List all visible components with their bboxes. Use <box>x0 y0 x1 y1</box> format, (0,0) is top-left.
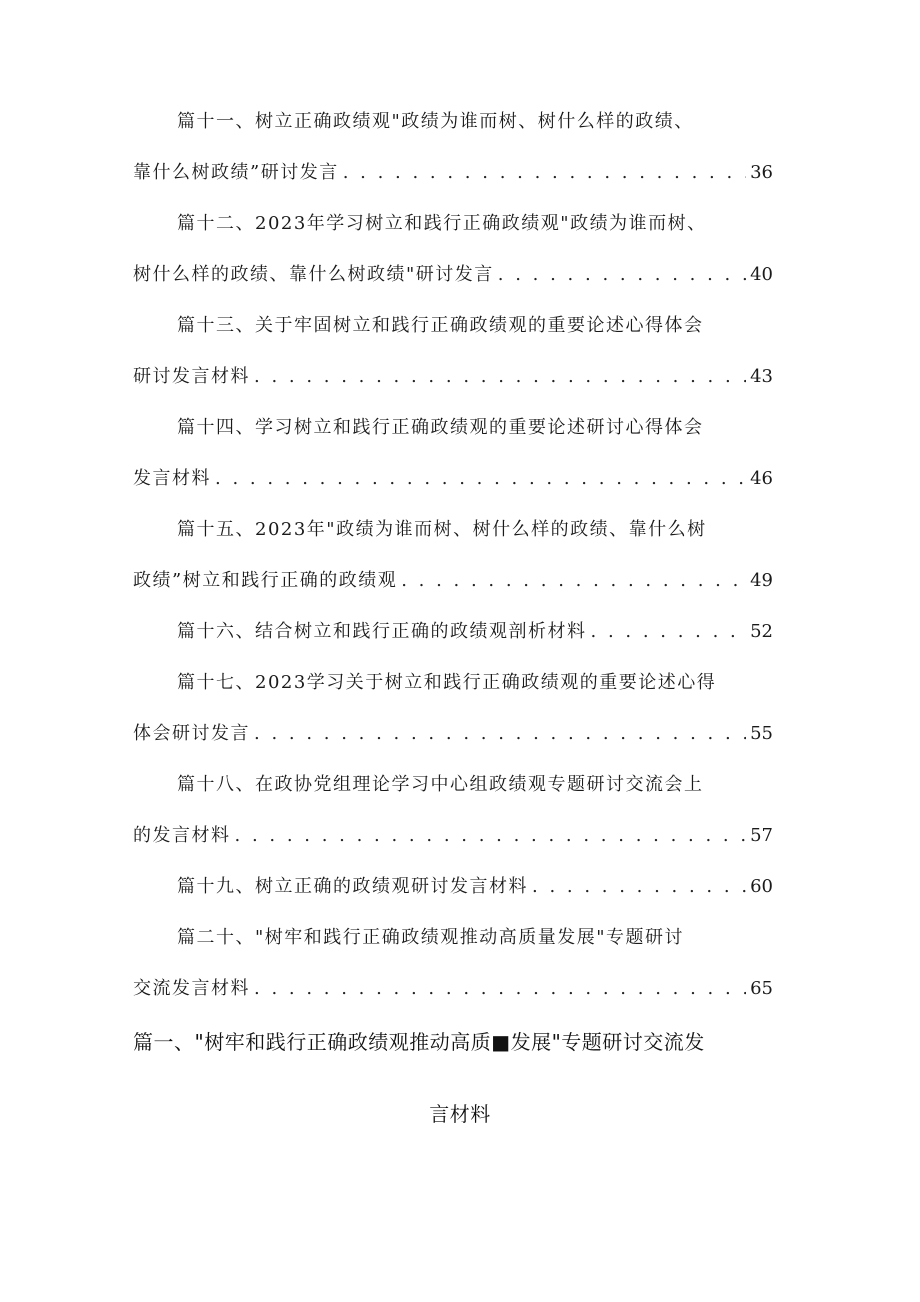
toc-entry-15-line2[interactable] <box>133 555 773 606</box>
toc-entry-12-line2[interactable] <box>133 249 773 300</box>
toc-entry-title: 篇十二、2023年学习树立和践行正确政绩观"政绩为谁而树、 <box>177 213 707 234</box>
toc-page-number: 40 <box>750 264 773 285</box>
toc-entry-17-line1[interactable] <box>133 657 773 708</box>
toc-entry-title: 篇十三、关于牢固树立和践行正确政绩观的重要论述心得体会 <box>177 315 704 336</box>
toc-page-number: 57 <box>750 825 773 846</box>
toc-entry-title: 篇十四、学习树立和践行正确政绩观的重要论述研讨心得体会 <box>177 417 704 438</box>
section-heading-line1: 篇一、"树牢和践行正确政绩观推动高质■发展"专题研讨交流发 <box>133 1030 705 1054</box>
toc-page-number: 60 <box>750 876 773 897</box>
toc-page-number: 46 <box>750 468 773 489</box>
toc-page-number: 43 <box>750 366 773 387</box>
toc-entry-13-line2[interactable] <box>133 351 773 402</box>
toc-entry-title: 的发言材料 <box>133 825 231 846</box>
toc-entry-title: 发言材料 <box>133 468 211 489</box>
toc-leader-dots <box>532 861 746 912</box>
toc-leader-dots <box>254 708 746 759</box>
toc-entry-18-line1[interactable] <box>133 759 773 810</box>
toc-entry-title: 篇十八、在政协党组理论学习中心组政绩观专题研讨交流会上 <box>177 774 704 795</box>
toc-entry-title: 篇二十、"树牢和践行正确政绩观推动高质量发展"专题研讨 <box>177 927 685 948</box>
toc-entry-title: 政绩”树立和践行正确的政绩观 <box>133 570 398 591</box>
toc-page-number: 55 <box>750 723 773 744</box>
toc-page-number: 52 <box>750 621 773 642</box>
table-of-contents <box>133 96 773 1014</box>
toc-entry-19[interactable] <box>133 861 773 912</box>
toc-entry-20-line2[interactable] <box>133 963 773 1014</box>
toc-leader-dots <box>235 810 747 861</box>
toc-entry-16[interactable] <box>133 606 773 657</box>
toc-entry-title: 篇十七、2023学习关于树立和践行正确政绩观的重要论述心得 <box>177 672 717 693</box>
toc-entry-title: 篇十一、树立正确政绩观"政绩为谁而树、树什么样的政绩、 <box>177 111 694 132</box>
toc-entry-15-line1[interactable] <box>133 504 773 555</box>
toc-entry-title: 篇十六、结合树立和践行正确的政绩观剖析材料 <box>177 621 587 642</box>
toc-page-number: 36 <box>750 162 773 183</box>
toc-entry-title: 交流发言材料 <box>133 978 250 999</box>
toc-page-number: 49 <box>750 570 773 591</box>
toc-entry-13-line1[interactable] <box>133 300 773 351</box>
toc-entry-title: 树什么样的政绩、靠什么树政绩"研讨发言 <box>133 264 494 285</box>
toc-entry-title: 篇十五、2023年"政绩为谁而树、树什么样的政绩、靠什么树 <box>177 519 707 540</box>
toc-entry-17-line2[interactable] <box>133 708 773 759</box>
toc-entry-11-line1[interactable] <box>133 96 773 147</box>
toc-entry-title: 靠什么树政绩”研讨发言 <box>133 162 339 183</box>
toc-page-number: 65 <box>750 978 773 999</box>
toc-leader-dots <box>498 249 746 300</box>
toc-leader-dots <box>401 555 746 606</box>
toc-leader-dots <box>215 453 746 504</box>
section-heading-line2: 言材料 <box>429 1102 491 1126</box>
toc-entry-title: 体会研讨发言 <box>133 723 250 744</box>
toc-leader-dots <box>343 147 746 198</box>
toc-entry-20-line1[interactable] <box>133 912 773 963</box>
toc-leader-dots <box>591 606 747 657</box>
toc-entry-14-line1[interactable] <box>133 402 773 453</box>
toc-entry-11-line2[interactable] <box>133 147 773 198</box>
toc-leader-dots <box>254 963 746 1014</box>
toc-leader-dots <box>254 351 746 402</box>
toc-entry-12-line1[interactable] <box>133 198 773 249</box>
toc-entry-title: 篇十九、树立正确的政绩观研讨发言材料 <box>177 876 528 897</box>
toc-entry-18-line2[interactable] <box>133 810 773 861</box>
toc-entry-14-line2[interactable] <box>133 453 773 504</box>
toc-entry-title: 研讨发言材料 <box>133 366 250 387</box>
